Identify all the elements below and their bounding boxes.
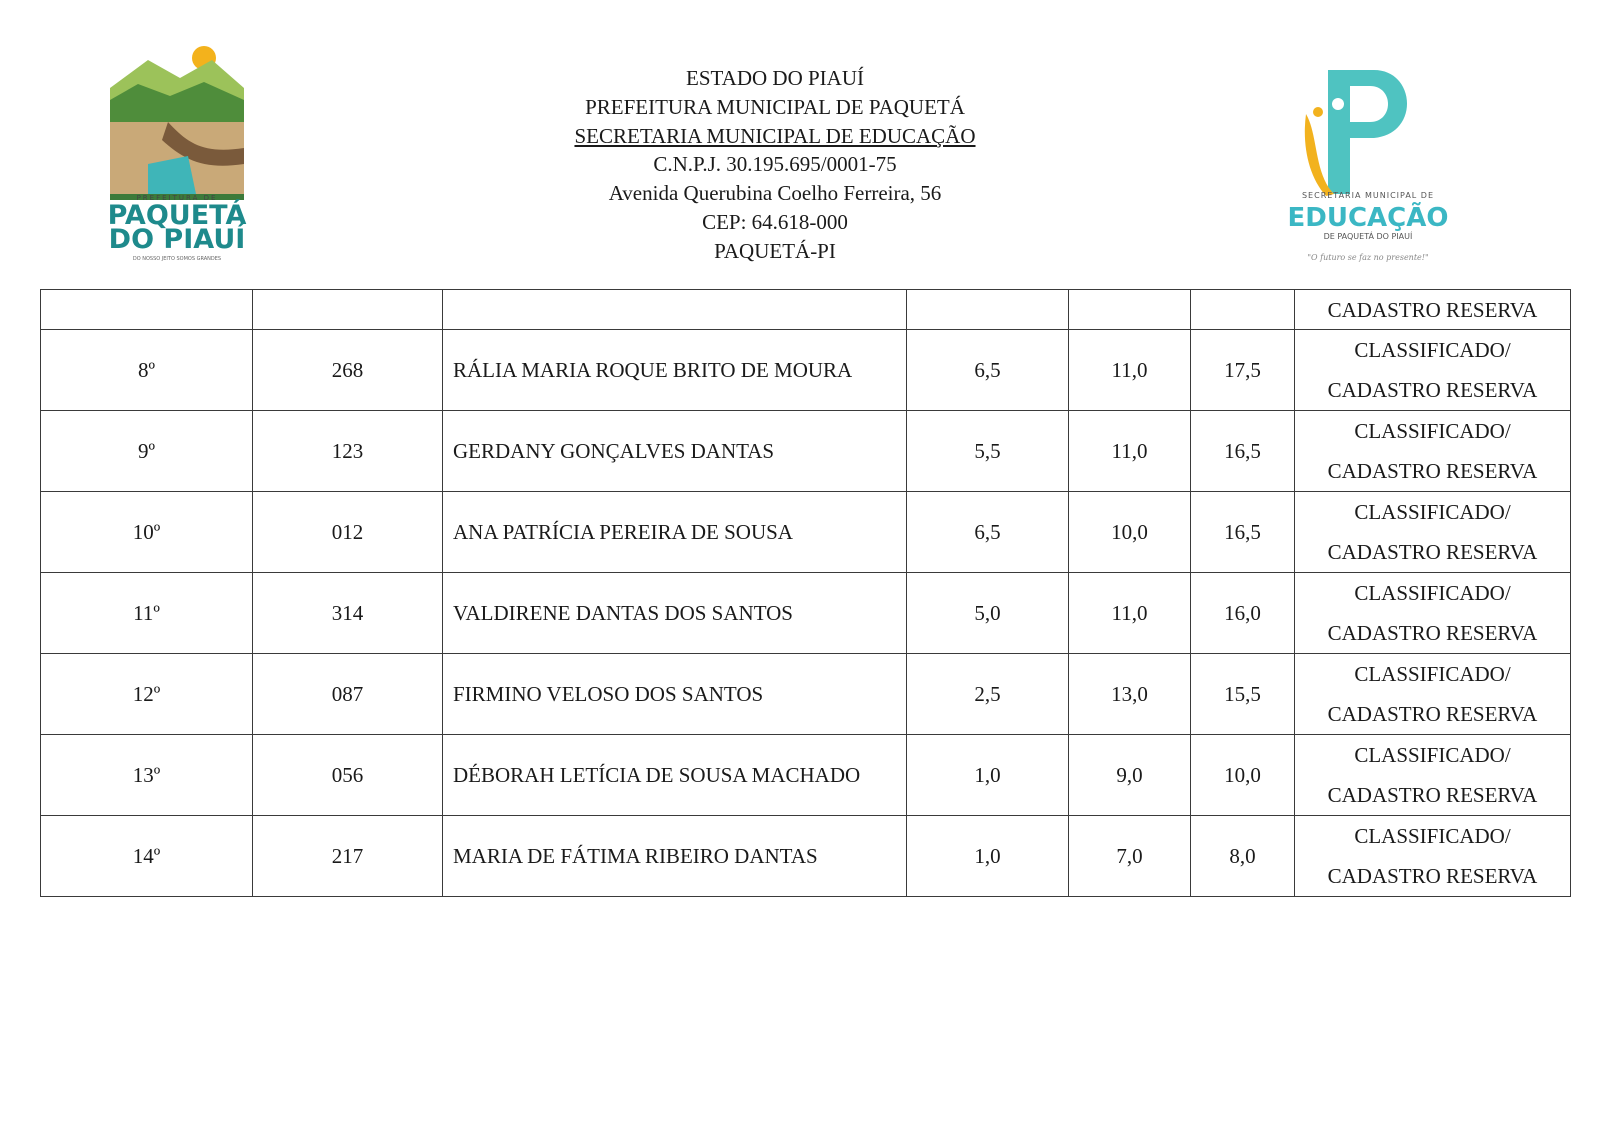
header-state: ESTADO DO PIAUÍ: [686, 66, 864, 90]
table-row: [41, 290, 1571, 330]
total-cell: 8,0: [1191, 816, 1295, 897]
score2-cell: 11,0: [1069, 330, 1191, 411]
landscape-emblem-icon: [108, 44, 254, 266]
status-line: CLASSIFICADO/: [1354, 500, 1511, 524]
total-cell: 16,5: [1191, 492, 1295, 573]
position-cell: 9º: [41, 411, 253, 492]
status-line: CLASSIFICADO/: [1354, 824, 1511, 848]
status-line: CLASSIFICADO/: [1354, 743, 1511, 767]
candidate-name-cell: ANA PATRÍCIA PEREIRA DE SOUSA: [443, 492, 907, 573]
score1-cell: 5,5: [907, 411, 1069, 492]
status-cell: CADASTRO RESERVA: [1295, 290, 1571, 330]
status-line: CADASTRO RESERVA: [1327, 621, 1538, 645]
header-cnpj: C.N.P.J. 30.195.695/0001-75: [653, 152, 897, 177]
registration-cell: 314: [253, 573, 443, 654]
status-cell: [1295, 492, 1571, 573]
score2-cell: 11,0: [1069, 573, 1191, 654]
svg-text:DE PAQUETÁ DO PIAUÍ: DE PAQUETÁ DO PIAUÍ: [1323, 232, 1413, 241]
svg-text:EDUCAÇÃO: EDUCAÇÃO: [1287, 203, 1449, 233]
secretaria-educacao-logo: [1278, 64, 1458, 270]
registration-cell: 268: [253, 330, 443, 411]
registration-cell: 087: [253, 654, 443, 735]
svg-text:"O futuro se faz no presente!": "O futuro se faz no presente!": [1307, 253, 1429, 262]
score2-cell: 10,0: [1069, 492, 1191, 573]
status-line: CLASSIFICADO/: [1354, 581, 1511, 605]
status-line: CADASTRO RESERVA: [1327, 864, 1538, 888]
position-cell: 12º: [41, 654, 253, 735]
table-row: [41, 330, 1571, 411]
svg-text:DO PIAUÍ: DO PIAUÍ: [108, 224, 246, 255]
table-row: [41, 816, 1571, 897]
status-line: CLASSIFICADO/: [1354, 419, 1511, 443]
score2-cell: 7,0: [1069, 816, 1191, 897]
svg-text:PREFEITURA DE: PREFEITURA DE: [136, 194, 218, 202]
registration-cell: 012: [253, 492, 443, 573]
score1-cell: 1,0: [907, 735, 1069, 816]
status-cell: [1295, 330, 1571, 411]
status-line: CADASTRO RESERVA: [1327, 783, 1538, 807]
table-row: [41, 492, 1571, 573]
registration-cell: 056: [253, 735, 443, 816]
total-cell: 17,5: [1191, 330, 1295, 411]
registration-cell: 217: [253, 816, 443, 897]
header-secretaria: SECRETARIA MUNICIPAL DE EDUCAÇÃO: [574, 123, 976, 148]
position-cell: 10º: [41, 492, 253, 573]
svg-text:PAQUETÁ: PAQUETÁ: [108, 200, 247, 231]
status-cell: [1295, 573, 1571, 654]
status-line: CADASTRO RESERVA: [1327, 540, 1538, 564]
results-table: [40, 289, 1571, 897]
status-cell: [1295, 654, 1571, 735]
position-cell: 14º: [41, 816, 253, 897]
total-cell: 15,5: [1191, 654, 1295, 735]
score2-cell: 13,0: [1069, 654, 1191, 735]
status-cell: [1295, 411, 1571, 492]
header-address: Avenida Querubina Coelho Ferreira, 56: [608, 181, 942, 206]
total-cell: 10,0: [1191, 735, 1295, 816]
score2-cell: 9,0: [1069, 735, 1191, 816]
header-cep: CEP: 64.618-000: [702, 209, 848, 234]
letterhead: [480, 64, 1070, 266]
candidate-name-cell: VALDIRENE DANTAS DOS SANTOS: [443, 573, 907, 654]
candidate-name-cell: RÁLIA MARIA ROQUE BRITO DE MOURA: [443, 330, 907, 411]
table-row: [41, 735, 1571, 816]
total-cell: 16,0: [1191, 573, 1295, 654]
prefeitura-logo: [108, 44, 254, 266]
candidate-name-cell: MARIA DE FÁTIMA RIBEIRO DANTAS: [443, 816, 907, 897]
education-p-emblem-icon: [1278, 64, 1458, 270]
status-line: CLASSIFICADO/: [1354, 662, 1511, 686]
table-row: [41, 654, 1571, 735]
score1-cell: 6,5: [907, 492, 1069, 573]
svg-text:DO NOSSO JEITO SOMOS GRANDES: DO NOSSO JEITO SOMOS GRANDES: [132, 256, 222, 262]
candidate-name-cell: DÉBORAH LETÍCIA DE SOUSA MACHADO: [443, 735, 907, 816]
position-cell: 11º: [41, 573, 253, 654]
status-cell: [1295, 816, 1571, 897]
candidate-name-cell: FIRMINO VELOSO DOS SANTOS: [443, 654, 907, 735]
status-line: CADASTRO RESERVA: [1327, 702, 1538, 726]
status-line: CLASSIFICADO/: [1354, 338, 1511, 362]
table-row: [41, 573, 1571, 654]
score2-cell: 11,0: [1069, 411, 1191, 492]
svg-text:SECRETARIA MUNICIPAL DE: SECRETARIA MUNICIPAL DE: [1301, 191, 1435, 200]
table-row: [41, 411, 1571, 492]
score1-cell: 6,5: [907, 330, 1069, 411]
status-line: CADASTRO RESERVA: [1327, 459, 1538, 483]
total-cell: 16,5: [1191, 411, 1295, 492]
position-cell: 13º: [41, 735, 253, 816]
header-prefeitura: PREFEITURA MUNICIPAL DE PAQUETÁ: [585, 94, 965, 119]
score1-cell: 5,0: [907, 573, 1069, 654]
status-cell: [1295, 735, 1571, 816]
score1-cell: 2,5: [907, 654, 1069, 735]
registration-cell: 123: [253, 411, 443, 492]
position-cell: 8º: [41, 330, 253, 411]
score1-cell: 1,0: [907, 816, 1069, 897]
status-line: CADASTRO RESERVA: [1327, 378, 1538, 402]
header-city: PAQUETÁ-PI: [714, 238, 836, 263]
candidate-name-cell: GERDANY GONÇALVES DANTAS: [443, 411, 907, 492]
